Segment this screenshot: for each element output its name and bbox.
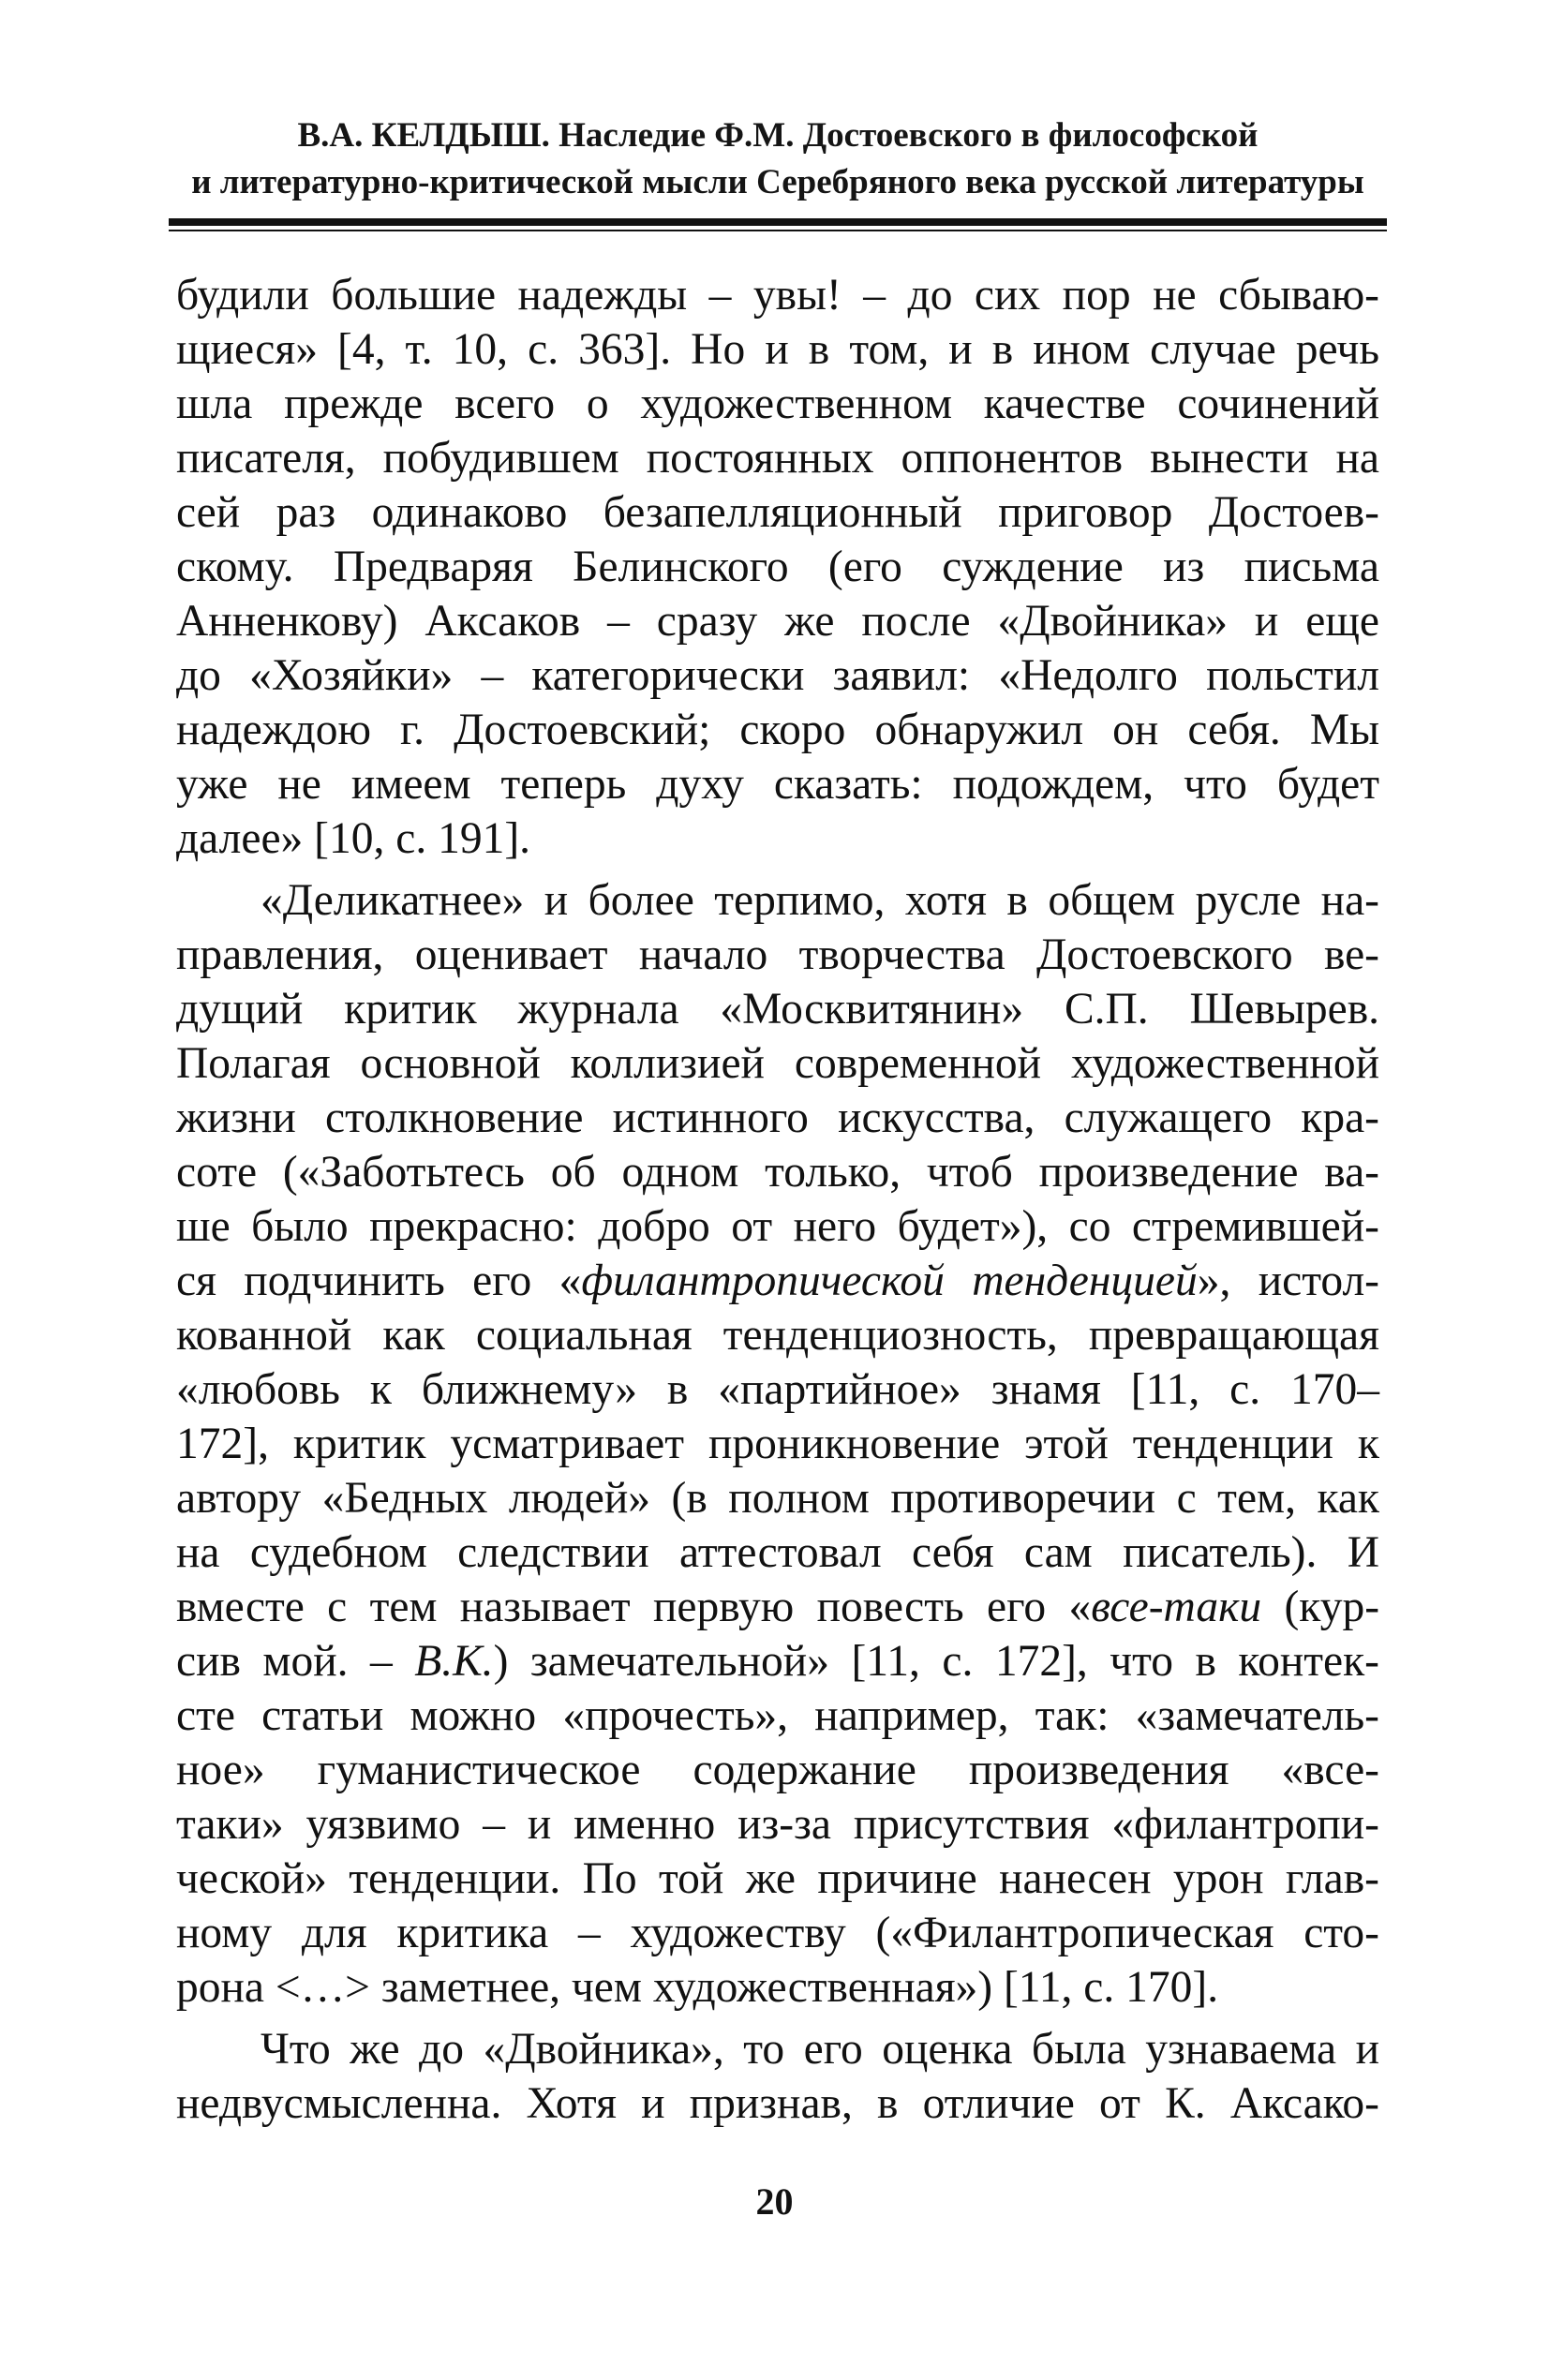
- italic-phrase: все-таки: [1091, 1583, 1262, 1631]
- text-line: [176, 1634, 1379, 1688]
- text-line: сте статьи можно «прочесть», например, так: «замечатель-: [176, 1691, 1379, 1740]
- text-line: скому. Предваряя Белинского (его суждение из письма: [176, 543, 1379, 591]
- text-segment: », истол-: [1197, 1257, 1379, 1305]
- text-line: «Деликатнее» и более терпимо, хотя в общем русле на-: [261, 876, 1379, 925]
- text-line: ческой» тенденции. По той же причине нанесен урон глав-: [176, 1854, 1379, 1903]
- text-line: надеждою г. Достоевский; скоро обнаружил он себя. Мы: [176, 706, 1379, 754]
- text-line: ному для критика – художеству («Филантропическая сто-: [176, 1909, 1379, 1957]
- header-line-2: и литературно-критической мысли Серебряного века русской литературы: [191, 163, 1364, 201]
- text-line: кованной как социальная тенденциозность, превращающая: [176, 1311, 1379, 1360]
- text-line: до «Хозяйки» – категорически заявил: «Недолго польстил: [176, 651, 1379, 700]
- header-rule-thin: [169, 230, 1387, 231]
- text-line: Полагая основной коллизией современной художественной: [176, 1039, 1379, 1088]
- header-line-1: В.А. КЕЛДЫШ. Наследие Ф.М. Достоевского в философской: [297, 116, 1259, 155]
- text-line: 172], критик усматривает проникновение этой тенденции к: [176, 1420, 1379, 1468]
- text-line: автору «Бедных людей» (в полном противоречии с тем, как: [176, 1474, 1379, 1523]
- text-line: сей раз одинаково безапелляционный приговор Достоев-: [176, 488, 1379, 537]
- text-line: рона <…> заметнее, чем художественная») [11, с. 170].: [176, 1963, 1219, 2012]
- text-line: Анненкову) Аксаков – сразу же после «Двойника» и еще: [176, 597, 1379, 646]
- text-line: недвусмысленна. Хотя и признав, в отличие от К. Аксако-: [176, 2079, 1379, 2128]
- text-line: [176, 1580, 1379, 1634]
- italic-phrase: филантропической тенденцией: [581, 1257, 1198, 1305]
- text-line: жизни столкновение истинного искусства, служащего кра-: [176, 1093, 1379, 1142]
- text-segment: ) замечательной» [11, с. 172], что в контек-: [493, 1637, 1379, 1686]
- running-header: [169, 112, 1387, 206]
- text-line: дущий критик журнала «Москвитянин» С.П. Шевырев.: [176, 985, 1379, 1034]
- text-line: таки» уязвимо – и именно из-за присутствия «филантропи-: [176, 1800, 1379, 1849]
- text-segment: ся подчинить его «: [176, 1257, 582, 1305]
- text-line: щиеся» [4, т. 10, с. 363]. Но и в том, и в ином случае речь: [176, 325, 1379, 374]
- text-line: далее» [10, с. 191].: [176, 814, 531, 863]
- text-line: «любовь к ближнему» в «партийное» знамя [11, с. 170–: [176, 1365, 1379, 1414]
- text-segment: вместе с тем называет первую повесть его «: [176, 1583, 1092, 1631]
- header-rule-thick: [169, 218, 1387, 226]
- page-number: 20: [755, 2180, 794, 2223]
- text-line: [176, 1254, 1379, 1308]
- text-line: ное» гуманистическое содержание произведения «все-: [176, 1746, 1379, 1794]
- text-line: уже не имеем теперь духу сказать: подождем, что будет: [176, 760, 1379, 809]
- text-line: шла прежде всего о художественном качестве сочинений: [176, 379, 1379, 428]
- text-line: будили большие надежды – увы! – до сих пор не сбываю-: [176, 271, 1379, 320]
- text-line: Что же до «Двойника», то его оценка была узнаваема и: [261, 2025, 1379, 2074]
- text-line: правления, оценивает начало творчества Достоевского ве-: [176, 930, 1379, 979]
- text-line: писателя, побудившем постоянных оппонентов вынести на: [176, 434, 1379, 483]
- text-line: на судебном следствии аттестовал себя сам писатель). И: [176, 1528, 1379, 1577]
- body-text: [176, 268, 1379, 2131]
- text-line: ше было прекрасно: добро от него будет»), со стремившей-: [176, 1202, 1379, 1251]
- text-segment: (кур-: [1261, 1583, 1380, 1631]
- italic-phrase: В.К.: [414, 1637, 494, 1686]
- text-segment: сив мой. –: [176, 1637, 415, 1686]
- text-line: соте («Заботьтесь об одном только, чтоб произведение ва-: [176, 1148, 1379, 1197]
